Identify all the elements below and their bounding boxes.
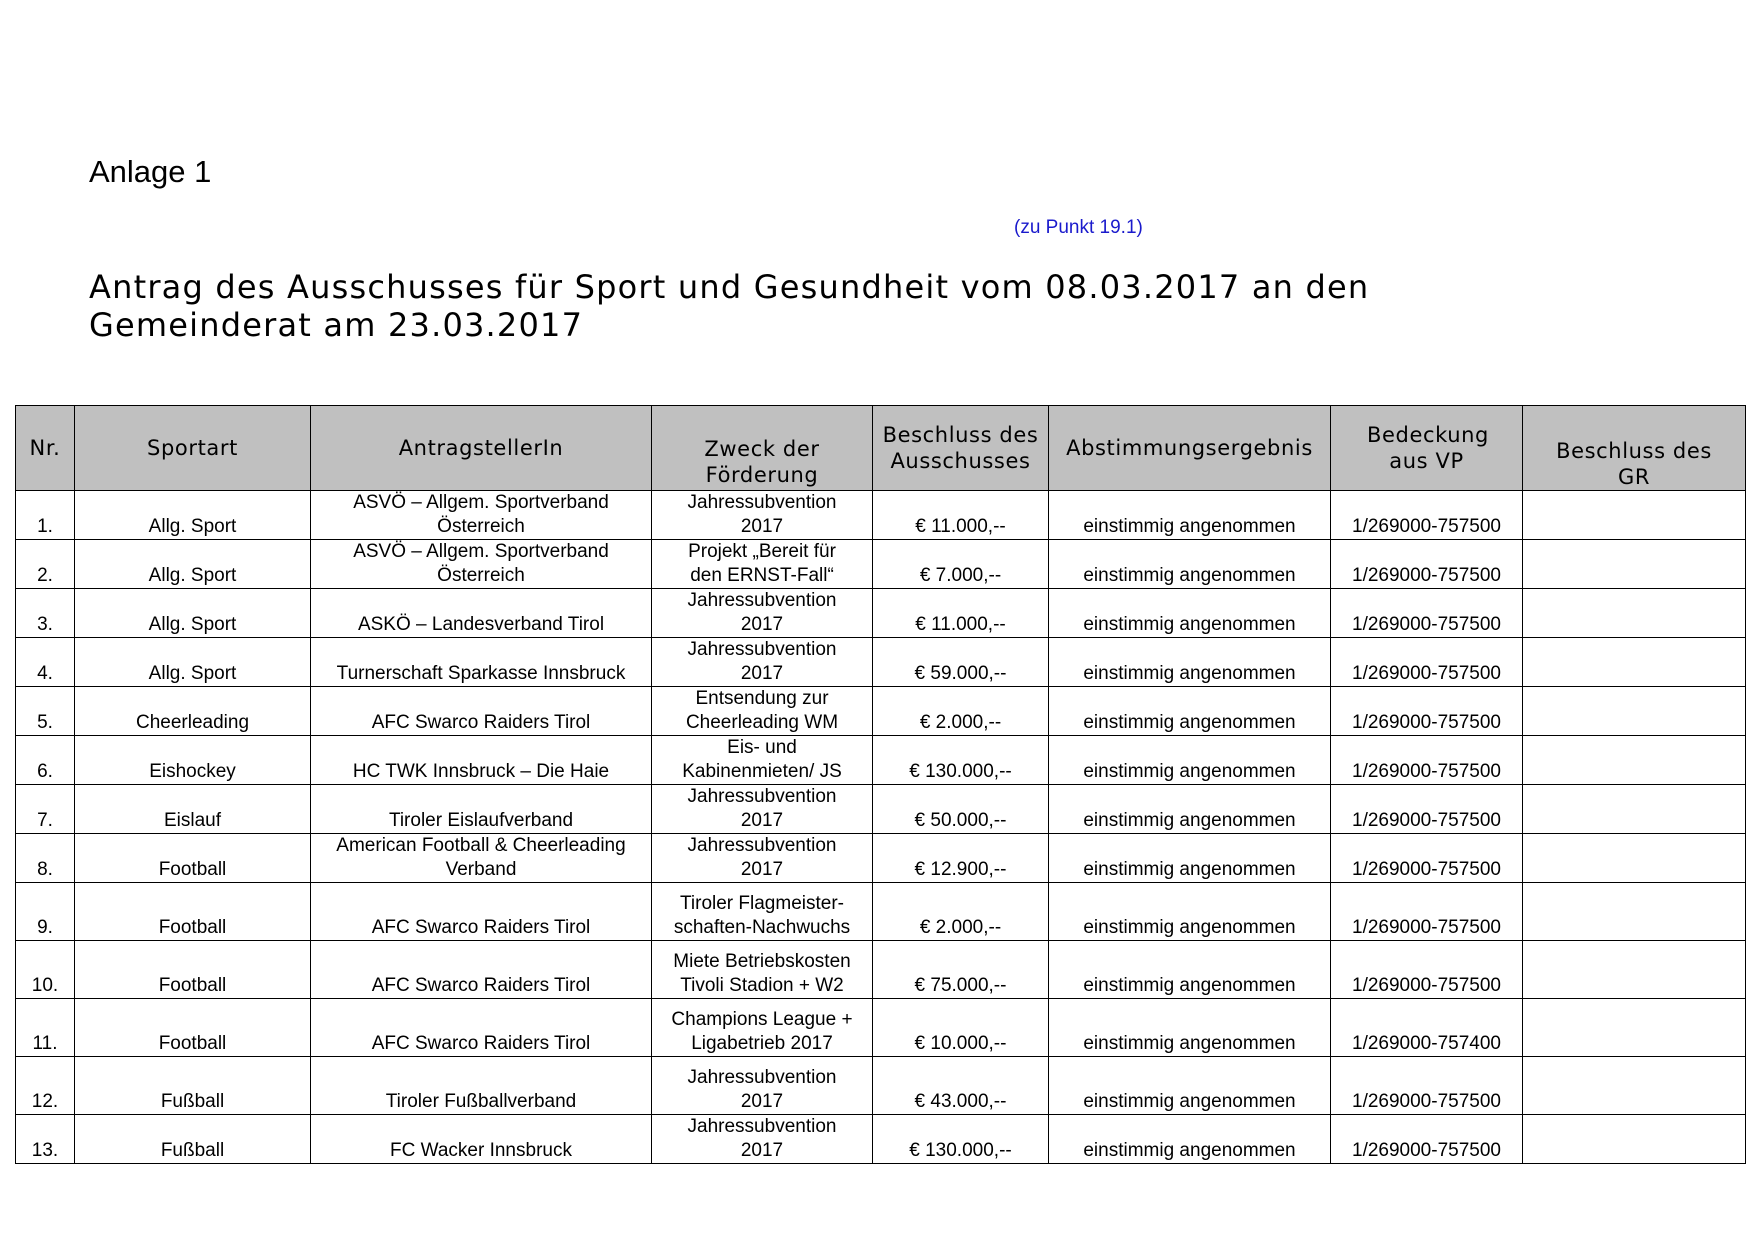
cell-antragsteller: ASKÖ – Landesverband Tirol <box>311 589 652 638</box>
cell-beschluss: € 2.000,-- <box>873 687 1049 736</box>
cell-gr <box>1523 638 1746 687</box>
cell-sportart: Eishockey <box>75 736 311 785</box>
cell-nr: 8. <box>16 834 75 883</box>
cell-gr <box>1523 834 1746 883</box>
cell-zweck: Jahressubvention 2017 <box>652 1057 873 1115</box>
cell-beschluss: € 11.000,-- <box>873 589 1049 638</box>
cell-gr <box>1523 687 1746 736</box>
cell-gr <box>1523 540 1746 589</box>
cell-sportart: Football <box>75 883 311 941</box>
cell-antragsteller: Turnerschaft Sparkasse Innsbruck <box>311 638 652 687</box>
document-title-line-2: Gemeinderat am 23.03.2017 <box>89 306 584 344</box>
cell-gr <box>1523 941 1746 999</box>
cell-nr: 5. <box>16 687 75 736</box>
cell-ergebnis: einstimmig angenommen <box>1049 638 1331 687</box>
table-row <box>16 736 1746 785</box>
table-row <box>16 687 1746 736</box>
cell-bedeckung: 1/269000-757500 <box>1331 941 1523 999</box>
table-row <box>16 540 1746 589</box>
cell-ergebnis: einstimmig angenommen <box>1049 589 1331 638</box>
cell-gr <box>1523 1057 1746 1115</box>
cell-bedeckung: 1/269000-757500 <box>1331 785 1523 834</box>
cell-ergebnis: einstimmig angenommen <box>1049 491 1331 540</box>
cell-zweck: Jahressubvention 2017 <box>652 491 873 540</box>
cell-antragsteller: Tiroler Fußballverband <box>311 1057 652 1115</box>
col-header-nr: Nr. <box>16 406 75 491</box>
cell-beschluss: € 130.000,-- <box>873 736 1049 785</box>
subsidy-table <box>15 405 1746 1164</box>
cell-sportart: Allg. Sport <box>75 491 311 540</box>
col-header-beschluss: Beschluss des Ausschusses <box>873 406 1049 491</box>
table-row <box>16 999 1746 1057</box>
table-row <box>16 1057 1746 1115</box>
cell-antragsteller: AFC Swarco Raiders Tirol <box>311 687 652 736</box>
cell-zweck: Champions League + Ligabetrieb 2017 <box>652 999 873 1057</box>
cell-antragsteller: American Football & Cheerleading Verband <box>311 834 652 883</box>
cell-nr: 7. <box>16 785 75 834</box>
cell-sportart: Football <box>75 999 311 1057</box>
col-header-antragsteller: AntragstellerIn <box>311 406 652 491</box>
cell-nr: 2. <box>16 540 75 589</box>
cell-zweck: Eis- und Kabinenmieten/ JS <box>652 736 873 785</box>
cell-sportart: Fußball <box>75 1057 311 1115</box>
cell-sportart: Allg. Sport <box>75 589 311 638</box>
cell-nr: 1. <box>16 491 75 540</box>
cell-beschluss: € 10.000,-- <box>873 999 1049 1057</box>
cell-ergebnis: einstimmig angenommen <box>1049 687 1331 736</box>
cell-nr: 10. <box>16 941 75 999</box>
cell-ergebnis: einstimmig angenommen <box>1049 999 1331 1057</box>
cell-sportart: Cheerleading <box>75 687 311 736</box>
cell-zweck: Jahressubvention 2017 <box>652 638 873 687</box>
cell-gr <box>1523 589 1746 638</box>
cell-sportart: Football <box>75 941 311 999</box>
cell-bedeckung: 1/269000-757500 <box>1331 883 1523 941</box>
col-header-zweck: Zweck der Förderung <box>652 406 873 491</box>
cell-sportart: Fußball <box>75 1115 311 1164</box>
col-header-sportart: Sportart <box>75 406 311 491</box>
cell-sportart: Football <box>75 834 311 883</box>
table-row <box>16 638 1746 687</box>
cell-beschluss: € 59.000,-- <box>873 638 1049 687</box>
cell-nr: 11. <box>16 999 75 1057</box>
col-header-bedeckung: Bedeckung aus VP <box>1331 406 1523 491</box>
cell-ergebnis: einstimmig angenommen <box>1049 941 1331 999</box>
cell-beschluss: € 75.000,-- <box>873 941 1049 999</box>
cell-nr: 9. <box>16 883 75 941</box>
cell-bedeckung: 1/269000-757500 <box>1331 736 1523 785</box>
cell-nr: 4. <box>16 638 75 687</box>
cell-ergebnis: einstimmig angenommen <box>1049 540 1331 589</box>
cell-beschluss: € 2.000,-- <box>873 883 1049 941</box>
cell-zweck: Jahressubvention 2017 <box>652 589 873 638</box>
cell-nr: 3. <box>16 589 75 638</box>
cell-sportart: Allg. Sport <box>75 540 311 589</box>
cell-beschluss: € 12.900,-- <box>873 834 1049 883</box>
cell-bedeckung: 1/269000-757500 <box>1331 1057 1523 1115</box>
cell-antragsteller: AFC Swarco Raiders Tirol <box>311 883 652 941</box>
cell-zweck: Miete Betriebskosten Tivoli Stadion + W2 <box>652 941 873 999</box>
cell-antragsteller: AFC Swarco Raiders Tirol <box>311 999 652 1057</box>
cell-ergebnis: einstimmig angenommen <box>1049 736 1331 785</box>
table-row <box>16 834 1746 883</box>
cell-bedeckung: 1/269000-757500 <box>1331 491 1523 540</box>
cell-gr <box>1523 883 1746 941</box>
cell-ergebnis: einstimmig angenommen <box>1049 1115 1331 1164</box>
attachment-label: Anlage 1 <box>89 154 212 189</box>
cell-gr <box>1523 785 1746 834</box>
cell-nr: 12. <box>16 1057 75 1115</box>
cell-ergebnis: einstimmig angenommen <box>1049 883 1331 941</box>
cell-gr <box>1523 491 1746 540</box>
cell-zweck: Jahressubvention 2017 <box>652 785 873 834</box>
cell-zweck: Entsendung zur Cheerleading WM <box>652 687 873 736</box>
cell-bedeckung: 1/269000-757500 <box>1331 1115 1523 1164</box>
agenda-item-reference: (zu Punkt 19.1) <box>1014 217 1143 238</box>
table-row <box>16 785 1746 834</box>
cell-gr <box>1523 999 1746 1057</box>
col-header-gr: Beschluss des GR <box>1523 406 1746 491</box>
cell-ergebnis: einstimmig angenommen <box>1049 834 1331 883</box>
cell-gr <box>1523 736 1746 785</box>
cell-beschluss: € 50.000,-- <box>873 785 1049 834</box>
cell-antragsteller: Tiroler Eislaufverband <box>311 785 652 834</box>
cell-bedeckung: 1/269000-757500 <box>1331 638 1523 687</box>
document-title-line-1: Antrag des Ausschusses für Sport und Gesundheit vom 08.03.2017 an den <box>89 268 1370 306</box>
table-header-row <box>16 406 1746 491</box>
table-row <box>16 883 1746 941</box>
table-row <box>16 941 1746 999</box>
cell-zweck: Jahressubvention 2017 <box>652 1115 873 1164</box>
table-row <box>16 1115 1746 1164</box>
cell-zweck: Jahressubvention 2017 <box>652 834 873 883</box>
document-title <box>89 268 1489 344</box>
cell-bedeckung: 1/269000-757500 <box>1331 687 1523 736</box>
cell-bedeckung: 1/269000-757400 <box>1331 999 1523 1057</box>
cell-antragsteller: ASVÖ – Allgem. Sportverband Österreich <box>311 540 652 589</box>
cell-gr <box>1523 1115 1746 1164</box>
cell-bedeckung: 1/269000-757500 <box>1331 540 1523 589</box>
cell-bedeckung: 1/269000-757500 <box>1331 834 1523 883</box>
table-row <box>16 491 1746 540</box>
cell-sportart: Allg. Sport <box>75 638 311 687</box>
cell-zweck: Tiroler Flagmeister-schaften-Nachwuchs <box>652 883 873 941</box>
cell-beschluss: € 43.000,-- <box>873 1057 1049 1115</box>
cell-sportart: Eislauf <box>75 785 311 834</box>
cell-bedeckung: 1/269000-757500 <box>1331 589 1523 638</box>
col-header-ergebnis: Abstimmungsergebnis <box>1049 406 1331 491</box>
cell-zweck: Projekt „Bereit für den ERNST-Fall“ <box>652 540 873 589</box>
cell-beschluss: € 130.000,-- <box>873 1115 1049 1164</box>
cell-ergebnis: einstimmig angenommen <box>1049 785 1331 834</box>
cell-beschluss: € 7.000,-- <box>873 540 1049 589</box>
cell-ergebnis: einstimmig angenommen <box>1049 1057 1331 1115</box>
cell-antragsteller: HC TWK Innsbruck – Die Haie <box>311 736 652 785</box>
cell-beschluss: € 11.000,-- <box>873 491 1049 540</box>
cell-nr: 6. <box>16 736 75 785</box>
table-row <box>16 589 1746 638</box>
cell-antragsteller: FC Wacker Innsbruck <box>311 1115 652 1164</box>
cell-nr: 13. <box>16 1115 75 1164</box>
cell-antragsteller: ASVÖ – Allgem. Sportverband Österreich <box>311 491 652 540</box>
cell-antragsteller: AFC Swarco Raiders Tirol <box>311 941 652 999</box>
